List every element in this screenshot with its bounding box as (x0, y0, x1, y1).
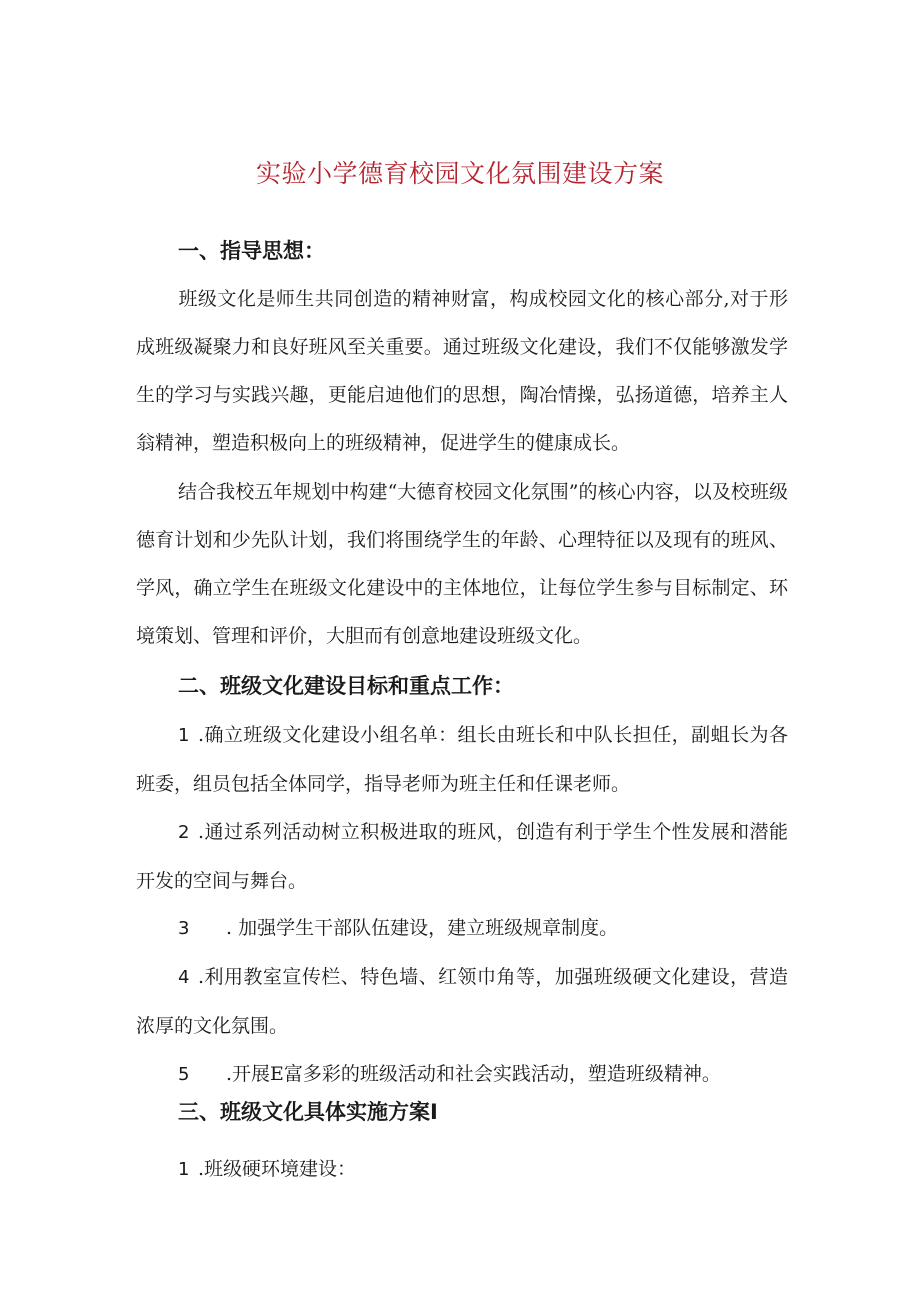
document-title: 实验小学德育校园文化氛围建设方案 (255, 159, 664, 188)
list-item (136, 1145, 788, 1194)
paragraph-class-culture (136, 275, 788, 467)
item-text: . 加强学生干部队伍建设，建立班级规章制度。 (226, 917, 619, 939)
paragraph-five-year-plan (136, 468, 788, 660)
list-item (136, 953, 788, 1050)
item-text: .班级硬环境建设： (198, 1158, 357, 1180)
section-heading-implementation: 三、班级文化具体实施方案I (178, 1100, 438, 1124)
item-text: .开展E富多彩的班级活动和社会实践活动，塑造班级精神。 (226, 1063, 721, 1085)
item-number: 2 (178, 822, 190, 843)
item-number: 3 (178, 918, 190, 939)
item-number: 5 (178, 1064, 190, 1085)
item-number: 1 (178, 725, 190, 746)
section-heading-goals: 二、班级文化建设目标和重点工作： (178, 674, 514, 698)
item-number: 4 (178, 967, 190, 988)
list-item (136, 711, 788, 808)
list-item (136, 1050, 788, 1099)
item-text: .通过系列活动树立积极进取的班风，创造有利于学生个性发展和潜能开发的空间与舞台。 (136, 821, 788, 892)
section-heading-guiding-thought: 一、指导思想： (178, 239, 325, 263)
list-item (136, 808, 788, 905)
item-number: 1 (178, 1159, 190, 1180)
paragraph-text: 结合我校五年规划中构建“大德育校园文化氛围”的核心内容，以及校班级德育计划和少先队计划，我们将围绕学生的年龄、心理特征以及现有的班风、学风，确立学生在班级文化建设中的主体地位，让每位学生参与目标制定、环境策划、管理和评价，大胆而有创意地建设班级文化。 (136, 481, 788, 647)
list-item (136, 904, 788, 953)
item-text: .确立班级文化建设小组名单：组长由班长和中队长担任，副蛆长为各班委，组员包括全体同学，指导老师为班主任和任课老师。 (136, 724, 788, 795)
paragraph-text: 班级文化是师生共同创造的精神财富，构成校园文化的核心部分,对于形成班级凝聚力和良好班风至关重要。通过班级文化建设，我们不仅能够激发学生的学习与实践兴趣，更能启迪他们的思想，陶冶情操，弘扬道德，培养主人翁精神，塑造积极向上的班级精神，促进学生的健康成长。 (136, 288, 788, 454)
item-text: .利用教室宣传栏、特色墙、红领巾角等，加强班级硬文化建设，营造浓厚的文化氛围。 (136, 966, 788, 1037)
